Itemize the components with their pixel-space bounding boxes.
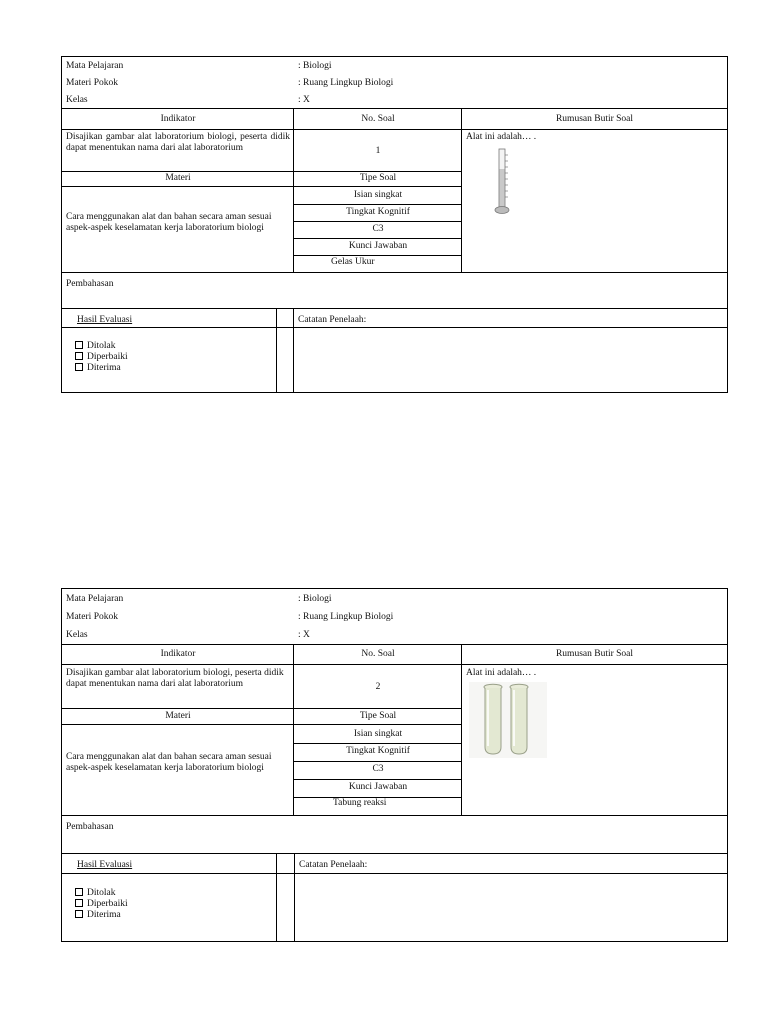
- checkbox-icon[interactable]: [75, 910, 83, 918]
- rumusan-header: Rumusan Butir Soal: [555, 114, 634, 124]
- rumusan-text: Alat ini adalah… .: [466, 132, 537, 142]
- indikator-header: Indikator: [160, 649, 196, 659]
- tingkat-kognitif-header: Tingkat Kognitif: [346, 207, 410, 217]
- question-card-2: [61, 588, 728, 942]
- materi-text: Cara menggunakan alat dan bahan secara aman sesuai aspek-aspek keselamatan kerja laboratorium biologi: [66, 752, 272, 773]
- kelas-value: : X: [298, 95, 310, 105]
- materi-pokok-value: : Ruang Lingkup Biologi: [298, 78, 394, 88]
- checkbox-icon[interactable]: [75, 352, 83, 360]
- option-ditolak[interactable]: Ditolak: [75, 341, 116, 352]
- option-diperbaiki[interactable]: Diperbaiki: [75, 899, 128, 910]
- rumusan-text: Alat ini adalah… .: [466, 668, 537, 678]
- checkbox-icon[interactable]: [75, 888, 83, 896]
- materi-pokok-label: Materi Pokok: [66, 78, 118, 88]
- pembahasan-label: Pembahasan: [66, 822, 114, 832]
- no-soal-header: No. Soal: [361, 114, 395, 124]
- no-soal-value: 2: [375, 682, 381, 692]
- tingkat-kognitif-value: C3: [372, 224, 384, 234]
- kelas-value: : X: [298, 630, 310, 640]
- mapel-label: Mata Pelajaran: [66, 594, 124, 604]
- option-ditolak[interactable]: Ditolak: [75, 888, 116, 899]
- tipe-soal-value: Isian singkat: [353, 190, 403, 200]
- rumusan-header: Rumusan Butir Soal: [555, 649, 634, 659]
- kunci-jawaban-header: Kunci Jawaban: [348, 782, 408, 792]
- materi-header: Materi: [165, 711, 191, 721]
- hasil-evaluasi-label: Hasil Evaluasi: [77, 315, 133, 325]
- indikator-header: Indikator: [160, 114, 196, 124]
- mapel-value: : Biologi: [298, 61, 332, 71]
- kunci-jawaban-value: Gelas Ukur: [331, 257, 375, 267]
- materi-pokok-label: Materi Pokok: [66, 612, 118, 622]
- question-card-1: [61, 56, 728, 393]
- mapel-value: : Biologi: [298, 594, 332, 604]
- indikator-text: Disajikan gambar alat laboratorium biologi, peserta didik dapat menentukan nama dari alat laboratorium: [66, 132, 290, 153]
- tingkat-kognitif-header: Tingkat Kognitif: [346, 746, 410, 756]
- no-soal-header: No. Soal: [361, 649, 395, 659]
- option-diterima[interactable]: Diterima: [75, 910, 121, 921]
- indikator-text: Disajikan gambar alat laboratorium biologi, peserta didik dapat menentukan nama dari alat laboratorium: [66, 668, 284, 689]
- kunci-jawaban-value: Tabung reaksi: [333, 798, 387, 808]
- option-diterima[interactable]: Diterima: [75, 363, 121, 374]
- graduated-cylinder-icon: [492, 147, 514, 217]
- tipe-soal-header: Tipe Soal: [359, 173, 397, 183]
- option-diperbaiki[interactable]: Diperbaiki: [75, 352, 128, 363]
- catatan-penelaah-label: Catatan Penelaah:: [298, 315, 367, 325]
- tipe-soal-header: Tipe Soal: [359, 711, 397, 721]
- catatan-penelaah-label: Catatan Penelaah:: [299, 860, 368, 870]
- hasil-evaluasi-label: Hasil Evaluasi: [77, 860, 133, 870]
- checkbox-icon[interactable]: [75, 341, 83, 349]
- kelas-label: Kelas: [66, 630, 88, 640]
- materi-pokok-value: : Ruang Lingkup Biologi: [298, 612, 394, 622]
- kunci-jawaban-header: Kunci Jawaban: [348, 241, 408, 251]
- materi-header: Materi: [165, 173, 191, 183]
- materi-text: Cara menggunakan alat dan bahan secara aman sesuai aspek-aspek keselamatan kerja laboratorium biologi: [66, 212, 272, 233]
- test-tubes-icon: [469, 682, 547, 758]
- mapel-label: Mata Pelajaran: [66, 61, 124, 71]
- tingkat-kognitif-value: C3: [372, 764, 384, 774]
- pembahasan-label: Pembahasan: [66, 279, 114, 289]
- checkbox-icon[interactable]: [75, 899, 83, 907]
- checkbox-icon[interactable]: [75, 363, 83, 371]
- no-soal-value: 1: [375, 146, 381, 156]
- kelas-label: Kelas: [66, 95, 88, 105]
- tipe-soal-value: Isian singkat: [353, 729, 403, 739]
